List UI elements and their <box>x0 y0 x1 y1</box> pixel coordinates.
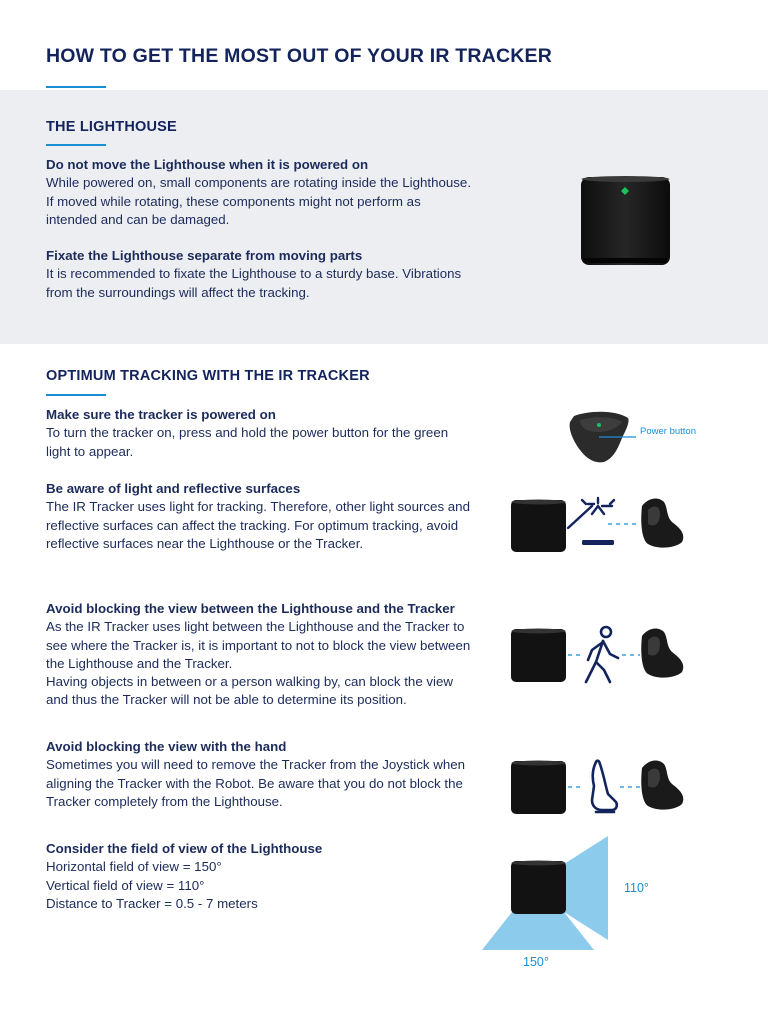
tracking-item-heading: Make sure the tracker is powered on <box>46 407 276 422</box>
horizontal-fov-label: 150° <box>523 955 549 969</box>
lighthouse-icon <box>511 500 566 553</box>
hand-icon <box>592 761 617 812</box>
tracking-item-text: Sometimes you will need to remove the Tracker from the Joystick when aligning the Tracker with the Robot. Be aware that you do not block the Tracker completely from the Lighthouse. <box>46 757 466 809</box>
lighthouse-device-image <box>578 174 674 268</box>
power-button-label: Power button <box>640 426 696 437</box>
tracking-section-title: OPTIMUM TRACKING WITH THE IR TRACKER <box>46 368 370 384</box>
lighthouse-item-2 <box>46 247 471 302</box>
tracking-item-heading: Be aware of light and reflective surfaces <box>46 481 301 496</box>
tracking-item-2 <box>46 480 471 553</box>
light-source-icon <box>568 498 614 528</box>
tracker-icon <box>641 499 683 548</box>
tracking-item-5 <box>46 840 471 913</box>
tracking-item-text: The IR Tracker uses light for tracking. Therefore, other light sources and reflective surfaces can affect the tracking. For optimum tracking, avoid reflective surfaces near the Lighthouse or the Tracker. <box>46 499 470 551</box>
title-underline <box>46 86 106 88</box>
tracker-power-figure <box>560 408 720 470</box>
field-of-view-figure <box>478 834 678 974</box>
tracker-icon <box>641 629 683 678</box>
lighthouse-icon <box>511 761 566 815</box>
tracking-item-heading: Consider the field of view of the Lighthouse <box>46 841 323 856</box>
blocked-view-hand-figure <box>508 756 690 820</box>
lighthouse-item-heading: Do not move the Lighthouse when it is powered on <box>46 157 369 172</box>
lighthouse-section-underline <box>46 144 106 146</box>
reflective-surface-figure <box>508 494 690 558</box>
lighthouse-item-text: It is recommended to fixate the Lighthouse to a sturdy base. Vibrations from the surroundings will affect the tracking. <box>46 266 462 300</box>
lighthouse-item-heading: Fixate the Lighthouse separate from moving parts <box>46 248 363 263</box>
tracking-item-3 <box>46 600 471 710</box>
walking-person-icon <box>586 627 618 682</box>
page-title: HOW TO GET THE MOST OUT OF YOUR IR TRACKER <box>46 45 553 67</box>
power-light-icon <box>597 423 601 427</box>
tracking-item-heading: Avoid blocking the view between the Lighthouse and the Tracker <box>46 601 455 616</box>
tracking-item-1 <box>46 406 471 461</box>
reflective-surface-icon <box>582 540 614 545</box>
lighthouse-item-text: While powered on, small components are rotating inside the Lighthouse. If moved while rotating, these components might not perform as intended and can be damaged. <box>46 175 472 227</box>
tracking-item-4 <box>46 738 471 811</box>
lighthouse-icon <box>511 861 566 915</box>
lighthouse-icon <box>511 629 566 683</box>
vertical-fov-label: 110° <box>624 881 649 895</box>
lighthouse-section-title: THE LIGHTHOUSE <box>46 119 177 135</box>
blocked-view-person-figure <box>508 624 690 688</box>
tracking-item-text: As the IR Tracker uses light between the Lighthouse and the Tracker to see where the Tracker is, it is important to not to block the view between the Lighthouse and the Tracker. Having objects in between or a person walking by, can block the view and thus the Tracker will not be able to determine its position. <box>46 619 471 708</box>
tracking-item-text: To turn the tracker on, press and hold the power button for the green light to appear. <box>46 425 449 459</box>
tracking-item-heading: Avoid blocking the view with the hand <box>46 739 287 754</box>
tracker-icon <box>641 761 683 810</box>
lighthouse-item-1 <box>46 156 471 229</box>
tracking-item-text: Horizontal field of view = 150° Vertical field of view = 110° Distance to Tracker = 0.5 - 7 meters <box>46 859 258 911</box>
tracking-section-underline <box>46 394 106 396</box>
